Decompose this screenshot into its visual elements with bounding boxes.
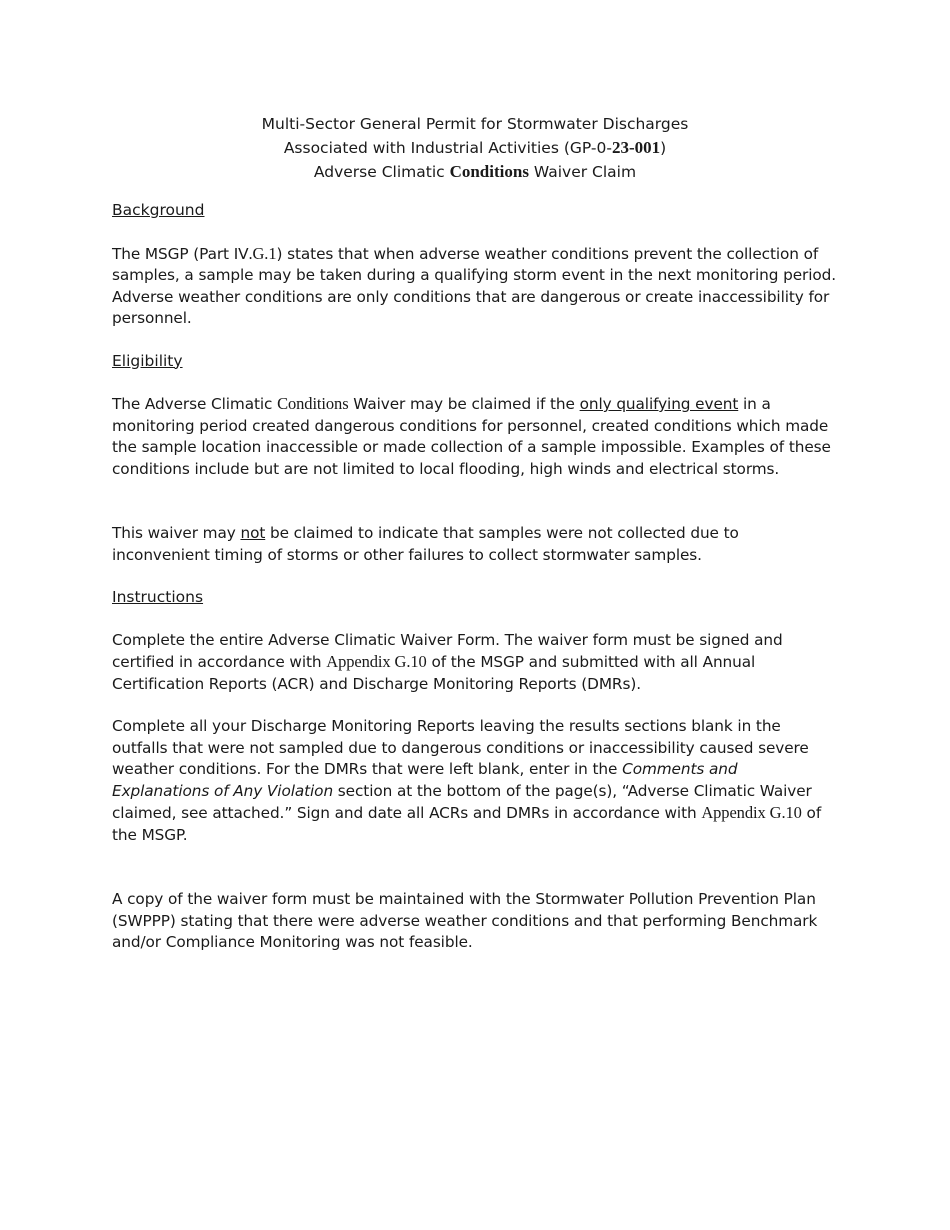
comments-section-name: Comments and Explanations of Any Violation bbox=[112, 760, 738, 800]
instructions-heading: Instructions bbox=[112, 588, 204, 606]
background-paragraph bbox=[112, 243, 838, 330]
spacer bbox=[112, 501, 838, 523]
only-qualifying-event: only qualifying event bbox=[579, 395, 739, 413]
eligibility-text-b: Waiver may be claimed if the bbox=[348, 395, 580, 413]
title-line-1: Multi-Sector General Permit for Stormwater Discharges bbox=[261, 115, 689, 133]
title-line-3-suffix: Waiver Claim bbox=[528, 163, 637, 181]
not-emphasis: not bbox=[240, 524, 266, 542]
eligibility-conditions-word: Conditions bbox=[277, 394, 349, 413]
title-conditions-word: Conditions bbox=[449, 162, 529, 181]
spacer-2 bbox=[112, 867, 838, 889]
title-line-3 bbox=[112, 160, 838, 184]
instructions-paragraph-1 bbox=[112, 630, 838, 696]
eligibility-paragraph-2 bbox=[112, 523, 838, 566]
instructions-2-text-a: Complete all your Discharge Monitoring Reports leaving the results sections blank in the outfalls that were not sampled due to dangerous conditions or inaccessibility caused severe weather conditions. For the DMRs that were left blank, enter in the bbox=[112, 717, 809, 778]
instructions-paragraph-2 bbox=[112, 716, 838, 846]
permit-number: 23-001 bbox=[611, 138, 661, 157]
instructions-2-text-c: of the MSGP. bbox=[112, 804, 822, 844]
title-line-2 bbox=[112, 136, 838, 160]
background-text-b: ) states that when adverse weather conditions prevent the collection of samples, a sample may be taken during a qualifying storm event in the next monitoring period. Adverse weather conditions are only conditions that are dangerous or create inaccessibility for personnel. bbox=[112, 244, 836, 327]
eligibility-paragraph-1 bbox=[112, 393, 838, 480]
instructions-1-text-b: of the MSGP and submitted with all Annual Certification Reports (ACR) and Discharge Monitoring Reports (DMRs). bbox=[112, 653, 756, 693]
instructions-1-text-a: Complete the entire Adverse Climatic Waiver Form. The waiver form must be signed and certified in accordance with bbox=[112, 630, 783, 671]
instructions-2-text-b: section at the bottom of the page(s), “Adverse Climatic Waiver claimed, see attached.” Sign and date all ACRs and DMRs in accordance with bbox=[112, 781, 812, 822]
background-part-ref: .G.1 bbox=[248, 243, 277, 263]
title-line-2-prefix: Associated with Industrial Activities (GP-0- bbox=[283, 139, 612, 157]
instructions-paragraph-3: A copy of the waiver form must be maintained with the Stormwater Pollution Prevention Plan (SWPPP) stating that there were adverse weather conditions and that performing Benchmark and/or Compliance Monitoring was not feasible. bbox=[112, 890, 818, 951]
eligibility-2-text-b: be claimed to indicate that samples were not collected due to inconvenient timing of storms or other failures to collect stormwater samples. bbox=[112, 524, 739, 564]
appendix-reference-2: Appendix G.10 bbox=[701, 803, 802, 822]
eligibility-text-c: in a monitoring period created dangerous conditions for personnel, created conditions which made the sample location inaccessible or made collection of a sample impossible. Examples of these conditions include but are not limited to local flooding, high winds and electrical storms. bbox=[112, 395, 831, 478]
eligibility-2-text-a: This waiver may bbox=[112, 524, 241, 542]
title-line-3-prefix: Adverse Climatic bbox=[313, 163, 450, 181]
document-page bbox=[112, 112, 838, 975]
eligibility-heading: Eligibility bbox=[112, 351, 183, 370]
document-title bbox=[112, 112, 838, 184]
background-text-a: The MSGP (Part IV bbox=[112, 244, 249, 263]
title-line-2-suffix: ) bbox=[660, 139, 667, 157]
appendix-reference: Appendix G.10 bbox=[326, 652, 427, 671]
eligibility-text-a: The Adverse Climatic bbox=[112, 395, 278, 413]
background-heading: Background bbox=[112, 201, 205, 219]
